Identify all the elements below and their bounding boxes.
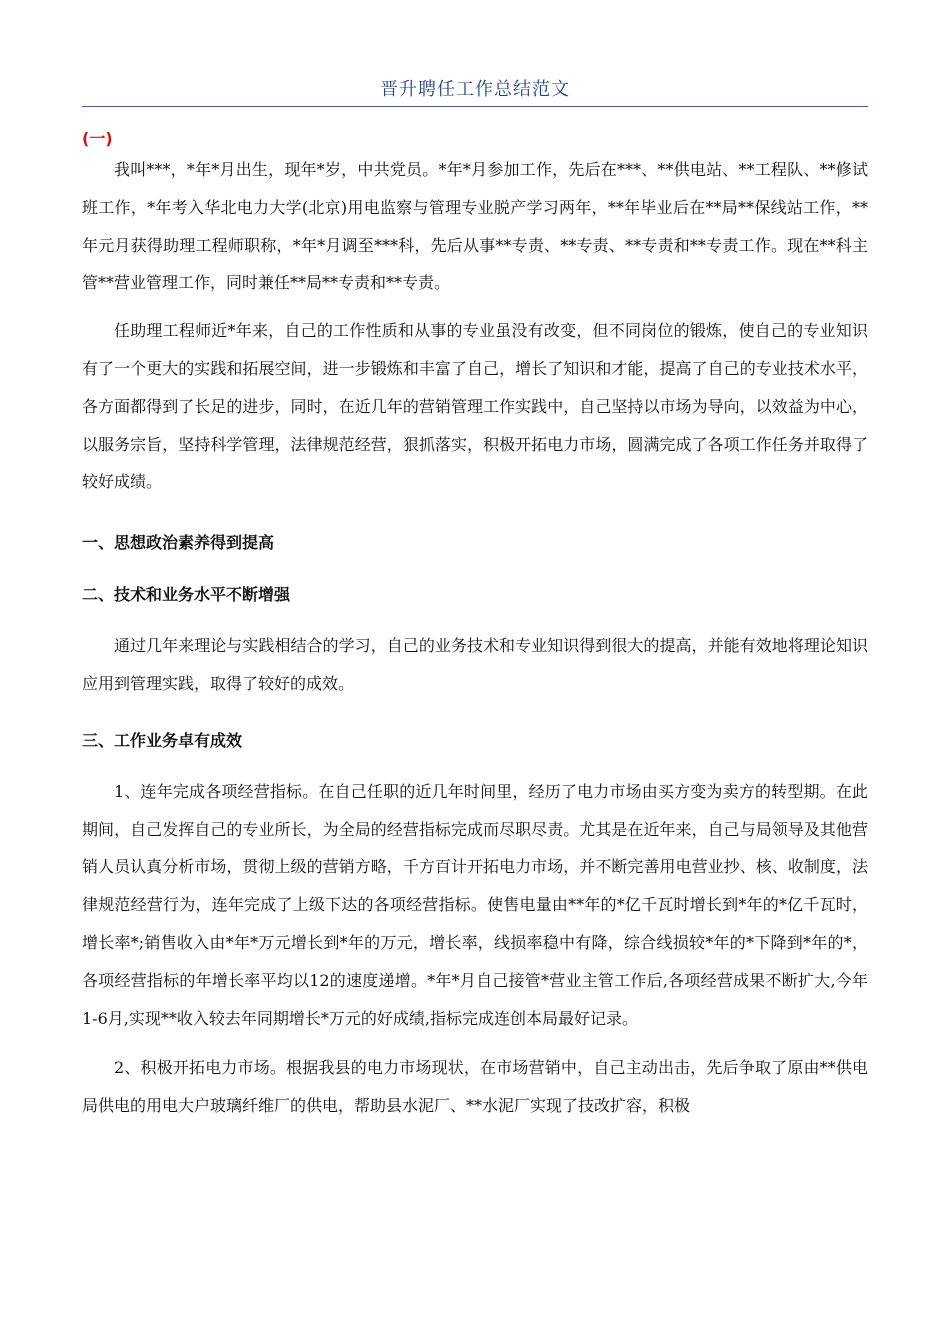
paragraph-technical: 通过几年来理论与实践相结合的学习，自己的业务技术和专业知识得到很大的提高，并能有效地将理论知识应用到管理实践，取得了较好的成效。	[82, 636, 868, 693]
paragraph-intro: 我叫***，*年*月出生，现年*岁，中共党员。*年*月参加工作，先后在***、**供电站、**工程队、**修试班工作，*年考入华北电力大学(北京)用电监察与管理专业脱产学习两年，**年毕业后在**局**保线站工作，**年元月获得助理工程师职称，*年*月调至***科，先后从事**专责、**专责、**专责和**专责工作。现在**科主管**营业管理工作，同时兼任**局**专责和**专责。	[82, 160, 868, 293]
heading-technical: 二、技术和业务水平不断增强	[82, 585, 291, 605]
heading-political: 一、思想政治素养得到提高	[82, 533, 275, 553]
document-title: 晋升聘任工作总结范文	[82, 74, 868, 107]
heading-achievements: 三、工作业务卓有成效	[82, 730, 243, 750]
paragraph-item-2: 2、积极开拓电力市场。根据我县的电力市场现状，在市场营销中，自己主动出击，先后争取了原由**供电局供电的用电大户玻璃纤维厂的供电，帮助县水泥厂、**水泥厂实现了技改扩容，积极	[82, 1058, 868, 1116]
paragraph-item-1: 1、连年完成各项经营指标。在自己任职的近几年时间里，经历了电力市场由买方变为卖方的转型期。在此期间，自己发挥自己的专业所长，为全局的经营指标完成而尽职尽责。尤其是在近年来，自己与局领导及其他营销人员认真分析市场，贯彻上级的营销方略，千方百计开拓电力市场，并不断完善用电营业抄、核、收制度，法律规范经营行为，连年完成了上级下达的各项经营指标。使售电量由**年的*亿千瓦时增长到*年的*亿千瓦时，增长率*;销售收入由*年*万元增长到*年的万元，增长率，线损率稳中有降，综合线损较*年的*下降到*年的*，各项经营指标的年增长率平均以12的速度递增。*年*月自己接管*营业主管工作后,各项经营成果不断扩大,今年1-6月,实现**收入较去年同期增长*万元的好成绩,指标完成连创本局最好记录。	[82, 781, 868, 1028]
section-mark: (一)	[82, 129, 113, 148]
paragraph-overview: 任助理工程师近*年来，自己的工作性质和从事的专业虽没有改变，但不同岗位的锻炼，使自己的专业知识有了一个更大的实践和拓展空间，进一步锻炼和丰富了自己，增长了知识和才能，提高了自己的专业技术水平，各方面都得到了长足的进步，同时，在近几年的营销管理工作实践中，自己坚持以市场为导向，以效益为中心，以服务宗旨，坚持科学管理，法律规范经营，狠抓落实，积极开拓电力市场，圆满完成了各项工作任务并取得了较好成绩。	[82, 321, 868, 492]
document-page	[82, 74, 868, 1125]
